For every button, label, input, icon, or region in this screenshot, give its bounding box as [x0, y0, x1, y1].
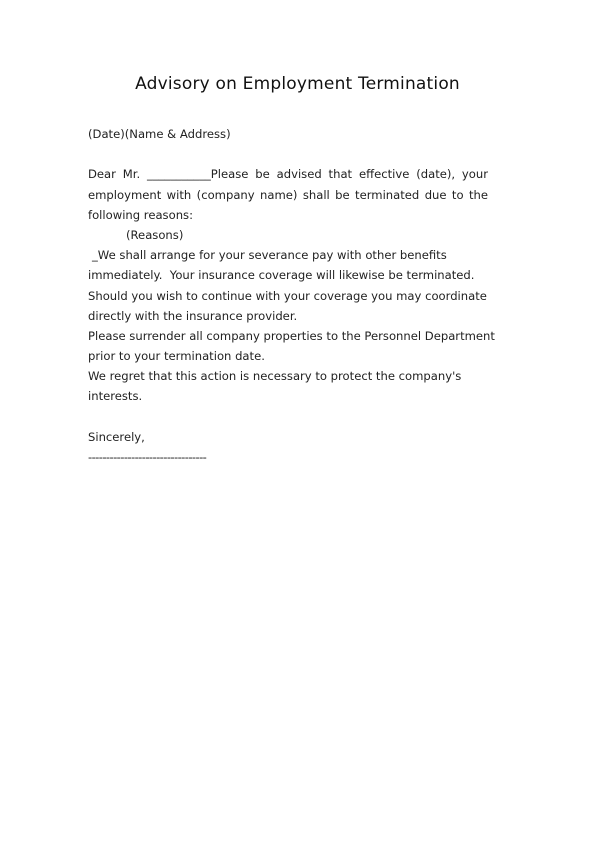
paragraph1-line2: employment with (company name) shall be terminated due to the — [88, 187, 488, 202]
date-name-address: (Date)(Name & Address) — [88, 127, 231, 141]
paragraph2-line2: immediately. Your insurance coverage will likewise be terminated. — [88, 268, 475, 283]
paragraph2-line4: directly with the insurance provider. — [88, 308, 298, 323]
paragraph4-line1: We regret that this action is necessary to protect the company's — [88, 369, 462, 384]
paragraph3-line2: prior to your termination date. — [88, 349, 265, 364]
paragraph4-line2: interests. — [88, 389, 143, 404]
document-title: Advisory on Employment Termination — [135, 74, 460, 94]
spacer — [88, 144, 488, 164]
letter-body — [88, 124, 495, 467]
paragraph3-line1: Please surrender all company properties to the Personnel Department — [88, 328, 495, 343]
signature-line: --------------------------------- — [88, 450, 207, 464]
spacer — [88, 407, 488, 427]
paragraph2-line1: _We shall arrange for your severance pay with other benefits — [92, 248, 447, 263]
reasons-placeholder: (Reasons) — [126, 227, 184, 242]
closing: Sincerely, — [88, 429, 145, 444]
paragraph1-line1: Dear Mr. ___________Please be advised that effective (date), your — [88, 167, 488, 182]
paragraph1-line3: following reasons: — [88, 207, 193, 222]
paragraph2-line3: Should you wish to continue with your coverage you may coordinate — [88, 288, 487, 303]
